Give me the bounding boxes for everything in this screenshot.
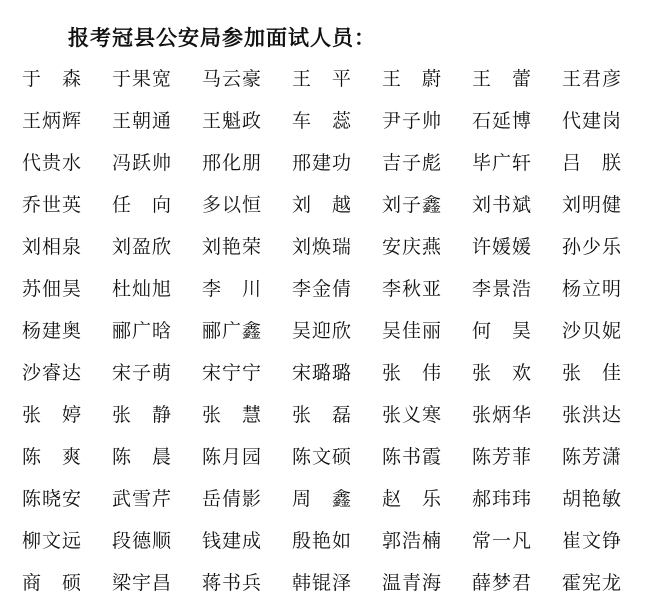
- candidate-name: 杜灿旭: [112, 278, 173, 300]
- candidate-name: 霍宪龙: [562, 572, 623, 594]
- candidate-name: 吴迎欣: [292, 320, 353, 342]
- candidate-name: 毕广轩: [472, 152, 533, 174]
- candidate-name: 车蕊: [292, 110, 373, 132]
- candidate-name: 沙睿达: [22, 362, 83, 384]
- candidate-name: 陈文硕: [292, 446, 353, 468]
- candidate-name: 郦广晗: [112, 320, 173, 342]
- candidate-name: 王君彦: [562, 68, 623, 90]
- candidate-name: 乔世英: [22, 194, 83, 216]
- candidate-name: 钱建成: [202, 530, 263, 552]
- candidate-name: 郦广鑫: [202, 320, 263, 342]
- candidate-name: 张磊: [292, 404, 373, 426]
- candidate-name: 何昊: [472, 320, 553, 342]
- candidate-name: 代建岗: [562, 110, 623, 132]
- candidate-name: 沙贝妮: [562, 320, 623, 342]
- candidate-name: 陈芳菲: [472, 446, 533, 468]
- candidate-name: 商硕: [22, 572, 103, 594]
- candidate-name: 尹子帅: [382, 110, 443, 132]
- candidate-name: 邢化朋: [202, 152, 263, 174]
- candidate-name: 李景浩: [472, 278, 533, 300]
- candidate-name: 刘明健: [562, 194, 623, 216]
- candidate-name: 李金倩: [292, 278, 353, 300]
- candidate-name: 陈月园: [202, 446, 263, 468]
- candidate-name: 任向: [112, 194, 193, 216]
- candidate-name: 王炳辉: [22, 110, 83, 132]
- candidate-name: 崔文铮: [562, 530, 623, 552]
- candidate-name: 宋宁宁: [202, 362, 263, 384]
- candidate-name: 张义寒: [382, 404, 443, 426]
- candidate-name: 张佳: [562, 362, 643, 384]
- candidate-name: 孙少乐: [562, 236, 623, 258]
- candidate-name: 代贵水: [22, 152, 83, 174]
- candidate-name: 常一凡: [472, 530, 533, 552]
- candidate-name: 张慧: [202, 404, 283, 426]
- candidate-name: 王魁政: [202, 110, 263, 132]
- candidate-name: 薛梦君: [472, 572, 533, 594]
- candidate-name: 温青海: [382, 572, 443, 594]
- candidate-name: 李川: [202, 278, 283, 300]
- candidate-name: 张静: [112, 404, 193, 426]
- candidate-name: 于果宽: [112, 68, 173, 90]
- candidate-name: 陈爽: [22, 446, 103, 468]
- candidate-name: 刘盈欣: [112, 236, 173, 258]
- candidate-name: 安庆燕: [382, 236, 443, 258]
- candidate-name: 宋子萌: [112, 362, 173, 384]
- candidate-name: 陈书霞: [382, 446, 443, 468]
- candidate-name: 刘相泉: [22, 236, 83, 258]
- candidate-name: 张炳华: [472, 404, 533, 426]
- candidate-name: 陈晓安: [22, 488, 83, 510]
- candidate-name: 刘越: [292, 194, 373, 216]
- candidate-name: 吉子彪: [382, 152, 443, 174]
- candidate-name: 王平: [292, 68, 373, 90]
- candidate-name: 陈晨: [112, 446, 193, 468]
- candidate-name: 殷艳如: [292, 530, 353, 552]
- candidate-name: 李秋亚: [382, 278, 443, 300]
- candidate-name: 胡艳敏: [562, 488, 623, 510]
- candidate-name: 张婷: [22, 404, 103, 426]
- candidate-name: 吕朕: [562, 152, 643, 174]
- candidate-name: 王蕾: [472, 68, 553, 90]
- candidate-name: 刘书斌: [472, 194, 533, 216]
- candidate-name: 蒋书兵: [202, 572, 263, 594]
- candidate-name: 周鑫: [292, 488, 373, 510]
- candidate-name: 苏佃昊: [22, 278, 83, 300]
- candidate-name: 岳倩影: [202, 488, 263, 510]
- candidate-name: 许媛媛: [472, 236, 533, 258]
- candidate-name: 武雪芹: [112, 488, 173, 510]
- candidate-name: 邢建功: [292, 152, 353, 174]
- candidate-name: 梁宇昌: [112, 572, 173, 594]
- candidate-name: 王蔚: [382, 68, 463, 90]
- candidate-name: 杨立明: [562, 278, 623, 300]
- name-list: [22, 58, 652, 604]
- candidate-name: 王朝通: [112, 110, 173, 132]
- page-title: 报考冠县公安局参加面试人员：: [68, 25, 376, 50]
- candidate-name: 吴佳丽: [382, 320, 443, 342]
- candidate-name: 石延博: [472, 110, 533, 132]
- candidate-name: 柳文远: [22, 530, 83, 552]
- candidate-name: 刘艳荣: [202, 236, 263, 258]
- candidate-name: 陈芳潇: [562, 446, 623, 468]
- candidate-name: 韩锟泽: [292, 572, 353, 594]
- candidate-name: 郝玮玮: [472, 488, 533, 510]
- candidate-name: 多以恒: [202, 194, 263, 216]
- candidate-name: 杨建奥: [22, 320, 83, 342]
- candidate-name: 郭浩楠: [382, 530, 443, 552]
- candidate-name: 张欢: [472, 362, 553, 384]
- candidate-name: 张伟: [382, 362, 463, 384]
- candidate-name: 于森: [22, 68, 103, 90]
- candidate-name: 赵乐: [382, 488, 463, 510]
- candidate-name: 宋璐璐: [292, 362, 353, 384]
- candidate-name: 刘子鑫: [382, 194, 443, 216]
- candidate-name: 马云豪: [202, 68, 263, 90]
- candidate-name: 冯跃帅: [112, 152, 173, 174]
- candidate-name: 张洪达: [562, 404, 623, 426]
- candidate-name: 刘焕瑞: [292, 236, 353, 258]
- candidate-name: 段德顺: [112, 530, 173, 552]
